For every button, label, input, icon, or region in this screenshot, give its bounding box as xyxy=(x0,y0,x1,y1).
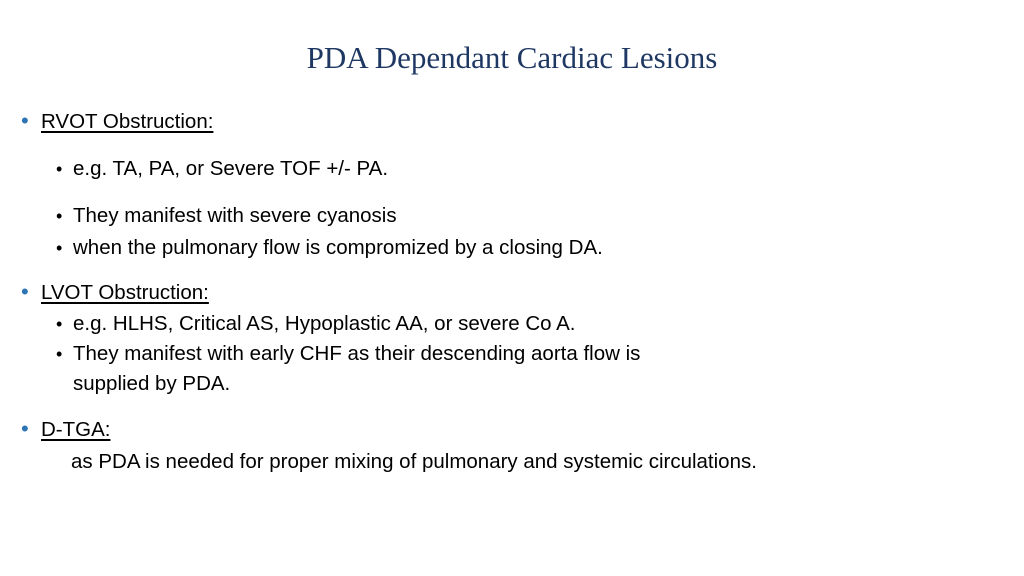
bullet-icon: • xyxy=(56,206,63,226)
list-item: when the pulmonary flow is compromized by a closing DA. xyxy=(73,236,603,259)
list-item: e.g. TA, PA, or Severe TOF +/- PA. xyxy=(73,157,389,180)
list-item: e.g. HLHS, Critical AS, Hypoplastic AA, or severe Co A. xyxy=(73,312,576,335)
bullet-icon: • xyxy=(56,159,63,179)
section-heading-lvot: LVOT Obstruction: xyxy=(41,281,209,304)
section-note: as PDA is needed for proper mixing of pulmonary and systemic circulations. xyxy=(71,450,757,473)
bullet-icon: • xyxy=(56,314,63,334)
list-item: They manifest with early CHF as their descending aorta flow is xyxy=(73,342,641,365)
bullet-icon: • xyxy=(21,416,29,441)
bullet-icon: • xyxy=(21,279,29,304)
section-heading-rvot: RVOT Obstruction: xyxy=(41,110,214,133)
bullet-icon: • xyxy=(56,344,63,364)
section-heading-dtga: D-TGA: xyxy=(41,418,111,441)
list-item-continuation: supplied by PDA. xyxy=(73,372,231,395)
list-item: They manifest with severe cyanosis xyxy=(73,204,397,227)
bullet-icon: • xyxy=(56,238,63,258)
slide-title: PDA Dependant Cardiac Lesions xyxy=(306,40,718,75)
bullet-icon: • xyxy=(21,108,29,133)
